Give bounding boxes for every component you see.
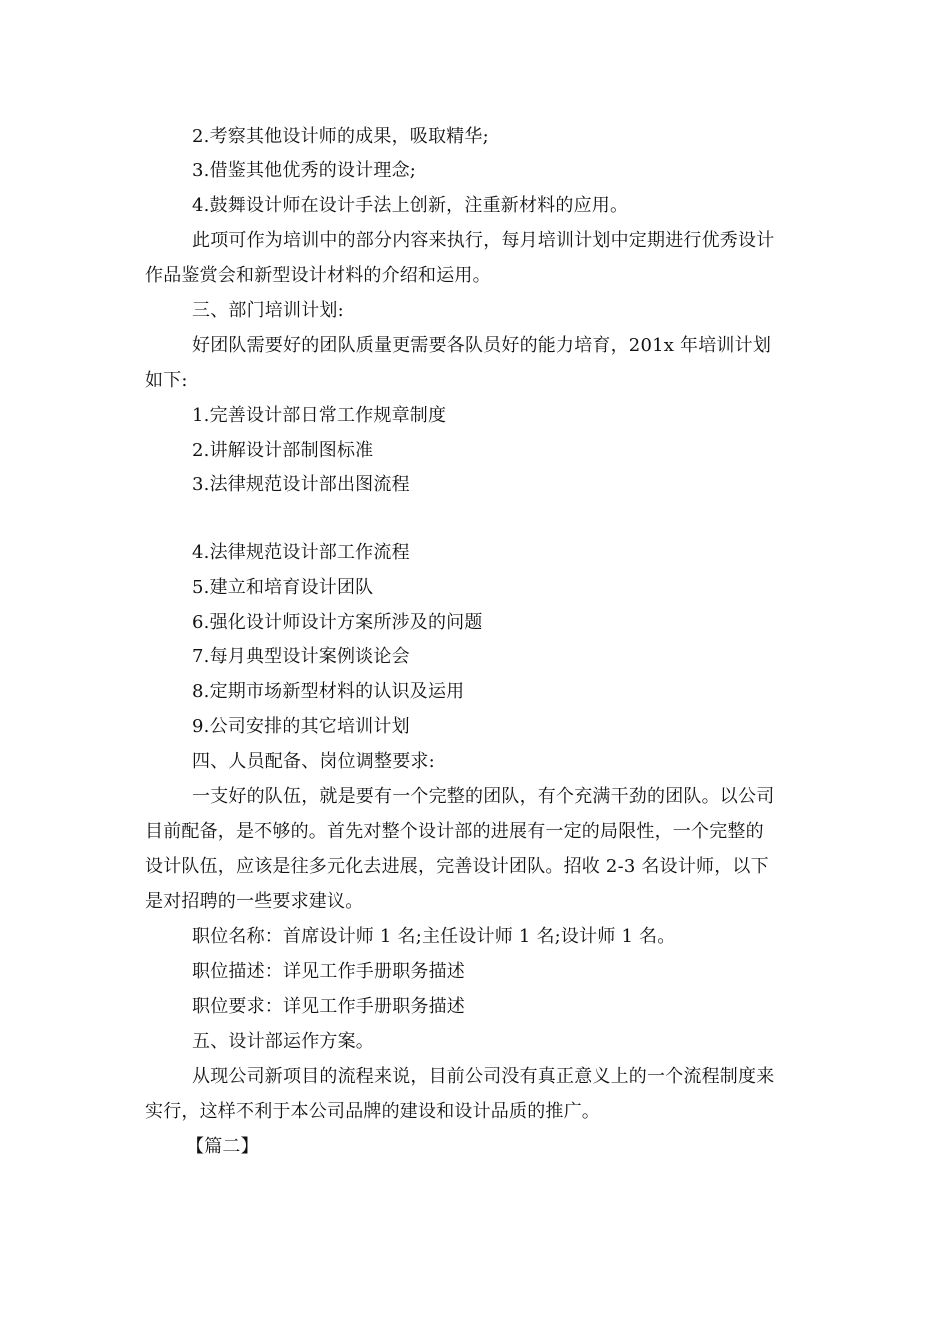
- section-heading: 四、人员配备、岗位调整要求:: [192, 751, 435, 772]
- list-item: 8.定期市场新型材料的认识及运用: [192, 681, 465, 702]
- paragraph-line: 职位名称：首席设计师 1 名;主任设计师 1 名;设计师 1 名。: [192, 926, 676, 947]
- section-heading: 五、设计部运作方案。: [192, 1031, 374, 1052]
- paragraph-line: 职位要求：详见工作手册职务描述: [192, 996, 465, 1017]
- paragraph-line: 是对招聘的一些要求建议。: [145, 891, 364, 912]
- list-item: 3.法律规范设计部出图流程: [192, 474, 410, 495]
- paragraph-line: 作品鉴赏会和新型设计材料的介绍和运用。: [145, 265, 491, 286]
- paragraph-line: 一支好的队伍，就是要有一个完整的团队，有个充满干劲的团队。以公司: [192, 786, 775, 807]
- paragraph-line: 实行，这样不利于本公司品牌的建设和设计品质的推广。: [145, 1101, 600, 1122]
- section-heading: 三、部门培训计划:: [192, 300, 344, 321]
- paragraph-line: 如下:: [145, 370, 188, 391]
- paragraph-line: 从现公司新项目的流程来说，目前公司没有真正意义上的一个流程制度来: [192, 1066, 775, 1087]
- list-item: 4.法律规范设计部工作流程: [192, 542, 410, 563]
- list-item: 6.强化设计师设计方案所涉及的问题: [192, 612, 483, 633]
- list-item: 2.讲解设计部制图标准: [192, 440, 374, 461]
- list-item: 7.每月典型设计案例谈论会: [192, 646, 410, 667]
- paragraph-line: 好团队需要好的团队质量更需要各队员好的能力培育，201x 年培训计划: [192, 335, 772, 356]
- list-item: 3.借鉴其他优秀的设计理念;: [192, 160, 417, 181]
- list-item: 4.鼓舞设计师在设计手法上创新，注重新材料的应用。: [192, 195, 629, 216]
- list-item: 9.公司安排的其它培训计划: [192, 716, 410, 737]
- list-item: 5.建立和培育设计团队: [192, 577, 374, 598]
- section-label: 【篇二】: [186, 1136, 259, 1157]
- paragraph-line: 目前配备，是不够的。首先对整个设计部的进展有一定的局限性，一个完整的: [145, 821, 764, 842]
- list-item: 2.考察其他设计师的成果，吸取精华;: [192, 126, 489, 147]
- paragraph-line: 职位描述：详见工作手册职务描述: [192, 961, 465, 982]
- paragraph-line: 此项可作为培训中的部分内容来执行，每月培训计划中定期进行优秀设计: [192, 230, 775, 251]
- list-item: 1.完善设计部日常工作规章制度: [192, 405, 447, 426]
- paragraph-line: 设计队伍，应该是往多元化去进展，完善设计团队。招收 2-3 名设计师，以下: [145, 856, 769, 877]
